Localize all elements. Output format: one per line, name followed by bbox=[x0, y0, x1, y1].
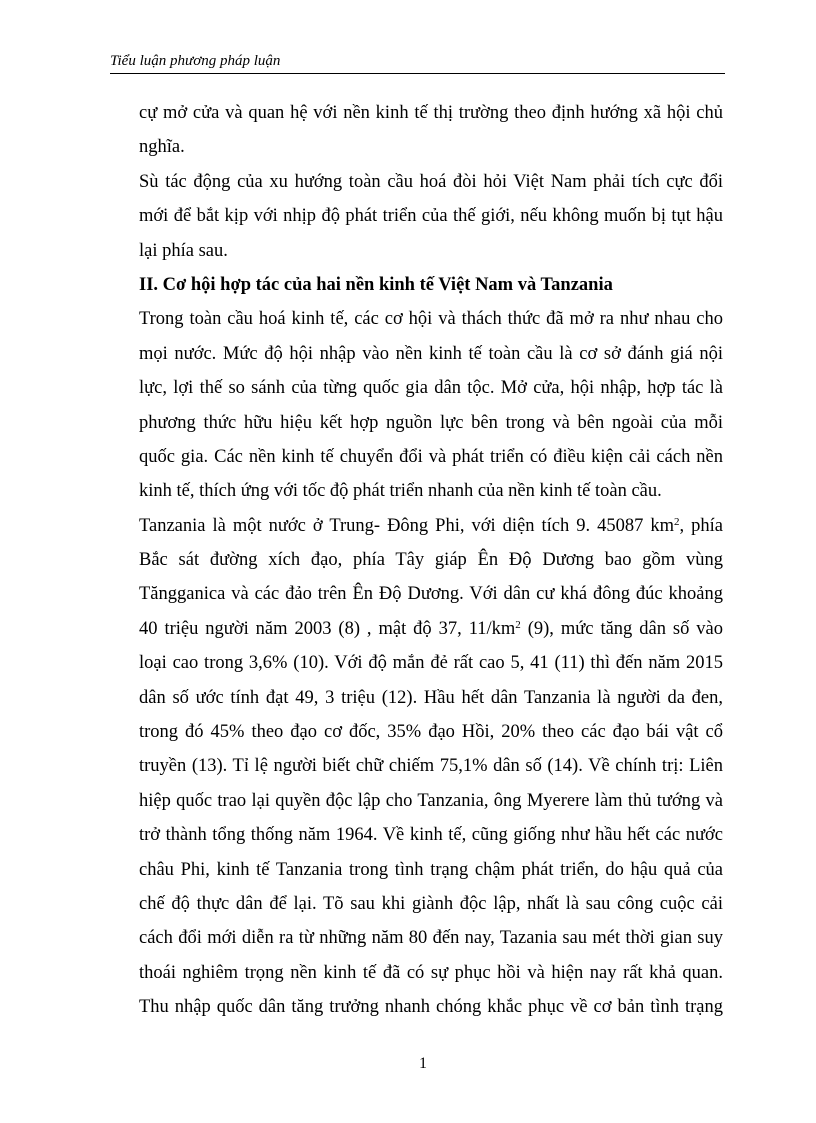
text-segment: Tanzania là một nước ở Trung- Đông Phi, với diện tích 9. 45087 km bbox=[139, 515, 675, 536]
paragraph-line: dân số ước tính đạt 49, 3 triệu (12). Hầu hết dân Tanzania là người da đen, bbox=[139, 687, 723, 708]
paragraph-line: kinh tế, thích ứng với tốc độ phát triển nhanh của nền kinh tế toàn cầu. bbox=[139, 481, 662, 502]
paragraph-line: nghĩa. bbox=[139, 137, 185, 158]
paragraph-line: lại phía sau. bbox=[139, 240, 228, 261]
paragraph-line: lực, lợi thế so sánh của từng quốc gia dân tộc. Mở cửa, hội nhập, hợp tác là bbox=[139, 378, 723, 399]
paragraph-line: thoái nghiêm trọng nền kinh tế đã có sự phục hồi và hiện nay rất khả quan. bbox=[139, 962, 723, 983]
paragraph-line: Thu nhập quốc dân tăng trưởng nhanh chóng khắc phục về cơ bản tình trạng bbox=[139, 997, 723, 1018]
header-title: Tiểu luận phương pháp luận bbox=[110, 53, 281, 69]
text-segment: 40 triệu người năm 2003 (8) , mật độ 37, 11/km bbox=[139, 618, 516, 639]
paragraph-line: phương thức hữu hiệu kết hợp nguồn lực bên trong và bên ngoài của mỗi bbox=[139, 412, 723, 433]
paragraph-line: quốc gia. Các nền kinh tế chuyển đổi và phát triển có điều kiện cải cách nền bbox=[139, 446, 723, 467]
paragraph-line: chế độ thực dân để lại. Tõ sau khi giành độc lập, nhất là sau công cuộc cải bbox=[139, 893, 723, 914]
section-heading: II. Cơ hội hợp tác của hai nền kinh tế Việt Nam và Tanzania bbox=[139, 274, 613, 295]
page-number: 1 bbox=[419, 1055, 427, 1072]
paragraph-line: cự mở cửa và quan hệ với nền kinh tế thị trường theo định hướng xã hội chủ bbox=[139, 103, 723, 123]
text-segment: (9), mức tăng dân số vào bbox=[520, 618, 723, 639]
paragraph-line: cách đổi mới diễn ra từ những năm 80 đến nay, Tazania sau mét thời gian suy bbox=[139, 928, 723, 949]
paragraph-line: truyền (13). Tỉ lệ người biết chữ chiếm 75,1% dân số (14). Về chính trị: Liên bbox=[139, 756, 723, 777]
superscript: 2 bbox=[515, 618, 521, 631]
paragraph-line: Bắc sát đường xích đạo, phía Tây giáp Ên Độ Dương bao gồm vùng bbox=[139, 550, 723, 571]
paragraph-line: Sù tác động của xu hướng toàn cầu hoá đòi hỏi Việt Nam phải tích cực đổi bbox=[139, 171, 723, 192]
page-header bbox=[110, 52, 725, 74]
paragraph-line: loại cao trong 3,6% (10). Với độ mắn đẻ rất cao 5, 41 (11) thì đến năm 2015 bbox=[139, 653, 723, 674]
paragraph-line: trở thành tổng thống năm 1964. Về kinh tế, cũng giống như hầu hết các nước bbox=[139, 825, 723, 846]
superscript: 2 bbox=[674, 515, 680, 528]
paragraph-line: châu Phi, kinh tế Tanzania trong tình trạng chậm phát triển, do hậu quả của bbox=[139, 859, 723, 880]
paragraph-line: Trong toàn cầu hoá kinh tế, các cơ hội và thách thức đã mở ra như nhau cho bbox=[139, 309, 723, 330]
paragraph-line: Tăngganica và các đảo trên Ên Độ Dương. Với dân cư khá đông đúc khoảng bbox=[139, 584, 723, 605]
paragraph-line bbox=[139, 509, 723, 543]
paragraph-line: mới để bắt kịp với nhịp độ phát triển của thế giới, nếu không muốn bị tụt hậu bbox=[139, 206, 723, 227]
page-body bbox=[139, 96, 723, 1025]
text-segment: , phía bbox=[679, 515, 723, 536]
paragraph-line bbox=[139, 612, 723, 646]
paragraph-line: trong đó 45% theo đạo cơ đốc, 35% đạo Hồi, 20% theo các đạo bái vật cổ bbox=[139, 722, 723, 743]
paragraph-line: hiệp quốc trao lại quyền độc lập cho Tanzania, ông Myerere làm thủ tướng và bbox=[139, 790, 723, 811]
paragraph-line: mọi nước. Mức độ hội nhập vào nền kinh tế toàn cầu là cơ sở đánh giá nội bbox=[139, 343, 723, 364]
